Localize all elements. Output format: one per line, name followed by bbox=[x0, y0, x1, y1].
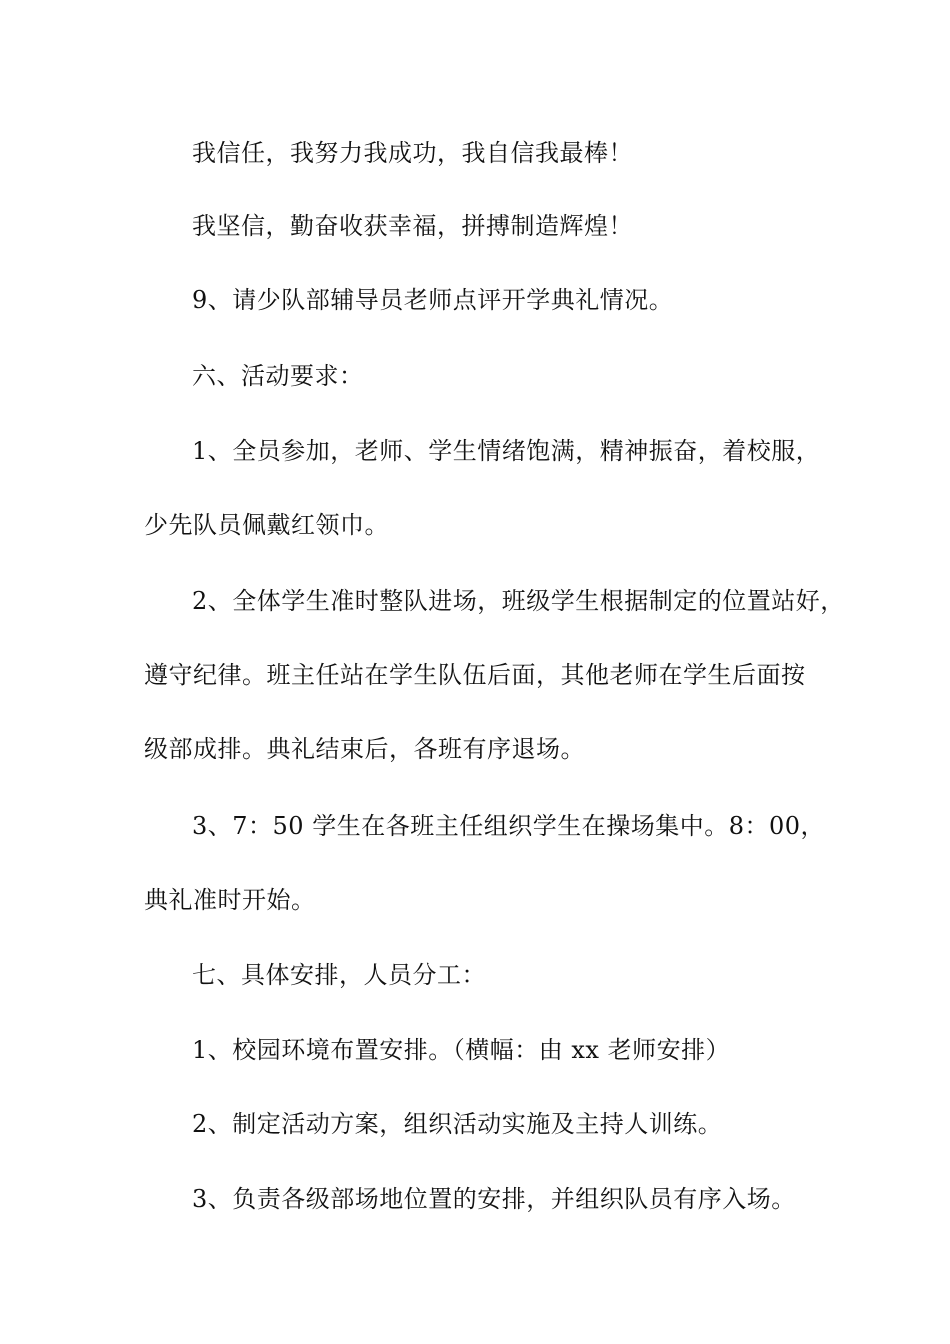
text-line-requirement-2-cont-2: 级部成排。典礼结束后，各班有序退场。 bbox=[144, 735, 585, 763]
text-line-item-9: 9、请少队部辅导员老师点评开学典礼情况。 bbox=[192, 286, 674, 314]
section-heading-requirements: 六、活动要求： bbox=[192, 362, 364, 390]
text-line-requirement-3: 3、7：50 学生在各班主任组织学生在操场集中。8：00， bbox=[192, 812, 826, 840]
text-line-requirement-1: 1、全员参加，老师、学生情绪饱满，精神振奋，着校服， bbox=[192, 437, 821, 465]
text-line-slogan-1: 我信任，我努力我成功，我自信我最棒！ bbox=[192, 139, 633, 167]
text-line-requirement-1-cont: 少先队员佩戴红领巾。 bbox=[144, 511, 389, 539]
text-line-requirement-3-cont: 典礼准时开始。 bbox=[144, 886, 316, 914]
text-line-requirement-2: 2、全体学生准时整队进场，班级学生根据制定的位置站好， bbox=[192, 587, 845, 615]
text-line-requirement-2-cont-1: 遵守纪律。班主任站在学生队伍后面，其他老师在学生后面按 bbox=[144, 661, 806, 689]
text-line-slogan-2: 我坚信，勤奋收获幸福，拼搏制造辉煌！ bbox=[192, 212, 633, 240]
section-heading-arrangement: 七、具体安排，人员分工： bbox=[192, 961, 486, 989]
text-line-arrangement-2: 2、制定活动方案，组织活动实施及主持人训练。 bbox=[192, 1110, 723, 1138]
text-line-arrangement-3: 3、负责各级部场地位置的安排，并组织队员有序入场。 bbox=[192, 1185, 796, 1213]
text-line-arrangement-1: 1、校园环境布置安排。（横幅：由 xx 老师安排） bbox=[192, 1036, 731, 1064]
